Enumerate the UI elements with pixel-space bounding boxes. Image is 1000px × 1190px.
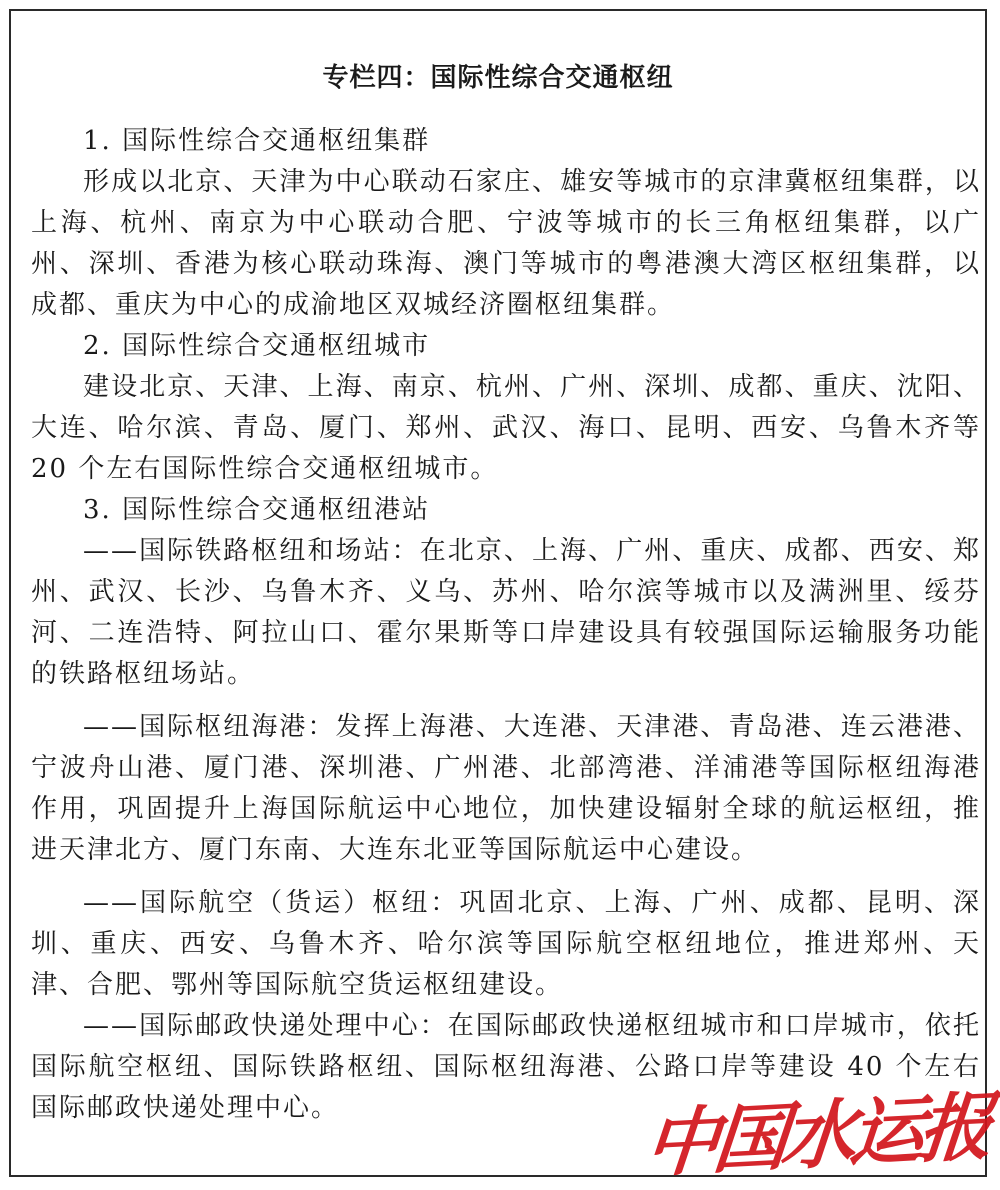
box-body	[31, 121, 981, 1129]
postal-express-paragraph: ——国际邮政快递处理中心：在国际邮政快递枢纽城市和口岸城市，依托国际航空枢纽、国际铁路枢纽、国际枢纽海港、公路口岸等建设 40 个左右国际邮政快递处理中心。	[31, 1011, 981, 1123]
aviation-hub-paragraph: ——国际航空（货运）枢纽：巩固北京、上海、广州、成都、昆明、深圳、重庆、西安、乌鲁木齐、哈尔滨等国际航空枢纽地位，推进郑州、天津、合肥、鄂州等国际航空货运枢纽建设。	[31, 888, 981, 1000]
seaport-hub-paragraph: ——国际枢纽海港：发挥上海港、大连港、天津港、青岛港、连云港港、宁波舟山港、厦门港、深圳港、广州港、北部湾港、洋浦港等国际枢纽海港作用，巩固提升上海国际航运中心地位，加快建设辐射全球的航运枢纽，推进天津北方、厦门东南、大连东北亚等国际航运中心建设。	[31, 712, 981, 865]
section-1-paragraph: 形成以北京、天津为中心联动石家庄、雄安等城市的京津冀枢纽集群，以上海、杭州、南京为中心联动合肥、宁波等城市的长三角枢纽集群，以广州、深圳、香港为核心联动珠海、澳门等城市的粤港澳大湾区枢纽集群，以成都、重庆为中心的成渝地区双城经济圈枢纽集群。	[31, 167, 981, 320]
column-box	[9, 9, 987, 1177]
section-heading-2: 2. 国际性综合交通枢纽城市	[83, 331, 431, 361]
box-title: 专栏四：国际性综合交通枢纽	[322, 63, 674, 93]
newspaper-watermark-logo: 中国水运报	[641, 1084, 991, 1188]
section-2-paragraph: 建设北京、天津、上海、南京、杭州、广州、深圳、成都、重庆、沈阳、大连、哈尔滨、青岛、厦门、郑州、武汉、海口、昆明、西安、乌鲁木齐等 20 个左右国际性综合交通枢纽城市。	[31, 372, 981, 484]
railway-hub-paragraph: ——国际铁路枢纽和场站：在北京、上海、广州、重庆、成都、西安、郑州、武汉、长沙、乌鲁木齐、义乌、苏州、哈尔滨等城市以及满洲里、绥芬河、二连浩特、阿拉山口、霍尔果斯等口岸建设具有较强国际运输服务功能的铁路枢纽场站。	[31, 536, 981, 689]
section-heading-1: 1. 国际性综合交通枢纽集群	[83, 126, 431, 156]
section-heading-3: 3. 国际性综合交通枢纽港站	[83, 495, 431, 525]
